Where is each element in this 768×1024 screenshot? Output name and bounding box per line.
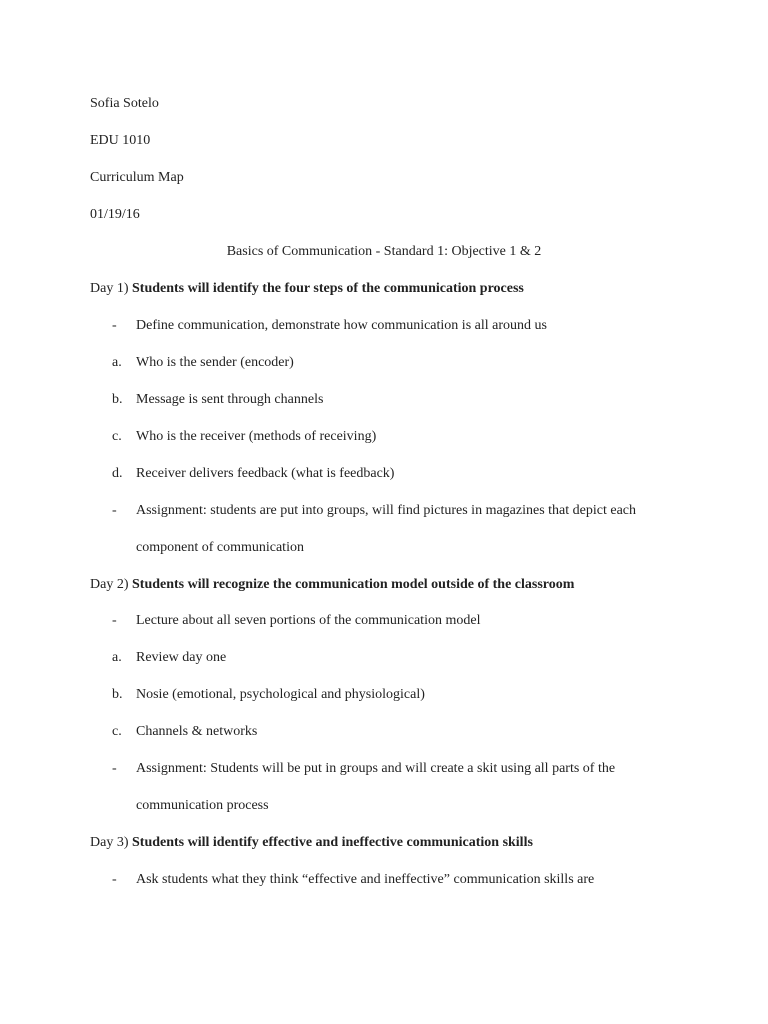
list-marker: c.	[112, 429, 122, 444]
list-marker: c.	[112, 724, 122, 739]
list-item-text: Who is the sender (encoder)	[136, 355, 294, 370]
document-date: 01/19/16	[90, 207, 140, 222]
day-objective: Students will identify the four steps of the communication process	[132, 281, 524, 296]
list-marker: a.	[112, 650, 122, 665]
day-objective: Students will identify effective and ineffective communication skills	[132, 835, 533, 850]
list-marker: -	[112, 872, 117, 887]
document-type: Curriculum Map	[90, 170, 184, 185]
day-objective: Students will recognize the communication model outside of the classroom	[132, 577, 575, 592]
list-item-text: Nosie (emotional, psychological and physiological)	[136, 687, 425, 702]
list-marker: d.	[112, 466, 123, 481]
list-marker: a.	[112, 355, 122, 370]
course-code: EDU 1010	[90, 133, 151, 148]
list-marker: -	[112, 613, 117, 628]
list-item-continuation: communication process	[136, 798, 269, 813]
list-item-text: Review day one	[136, 650, 227, 665]
list-item-continuation: component of communication	[136, 540, 304, 555]
day-label: Day 2)	[90, 577, 129, 592]
author-name: Sofia Sotelo	[90, 96, 159, 111]
document-title: Basics of Communication - Standard 1: Objective 1 & 2	[226, 244, 542, 259]
day-heading	[90, 575, 574, 595]
list-marker: -	[112, 503, 117, 518]
list-item-text: Lecture about all seven portions of the communication model	[136, 613, 481, 628]
list-item-text: Receiver delivers feedback (what is feedback)	[136, 466, 395, 481]
list-marker: b.	[112, 392, 123, 407]
list-item-text: Assignment: students are put into groups, will find pictures in magazines that depict each	[136, 503, 637, 518]
day-heading	[90, 833, 533, 853]
list-item-text: Channels & networks	[136, 724, 258, 739]
list-item-text: Define communication, demonstrate how communication is all around us	[136, 318, 547, 333]
list-marker: -	[112, 318, 117, 333]
day-label: Day 3)	[90, 835, 129, 850]
list-item-text: Who is the receiver (methods of receiving)	[136, 429, 377, 444]
list-item-text: Message is sent through channels	[136, 392, 324, 407]
list-marker: b.	[112, 687, 123, 702]
list-marker: -	[112, 761, 117, 776]
list-item-text: Assignment: Students will be put in groups and will create a skit using all parts of the	[136, 761, 616, 776]
day-label: Day 1)	[90, 281, 129, 296]
list-item-text: Ask students what they think “effective and ineffective” communication skills are	[136, 872, 595, 887]
day-heading	[90, 279, 524, 299]
